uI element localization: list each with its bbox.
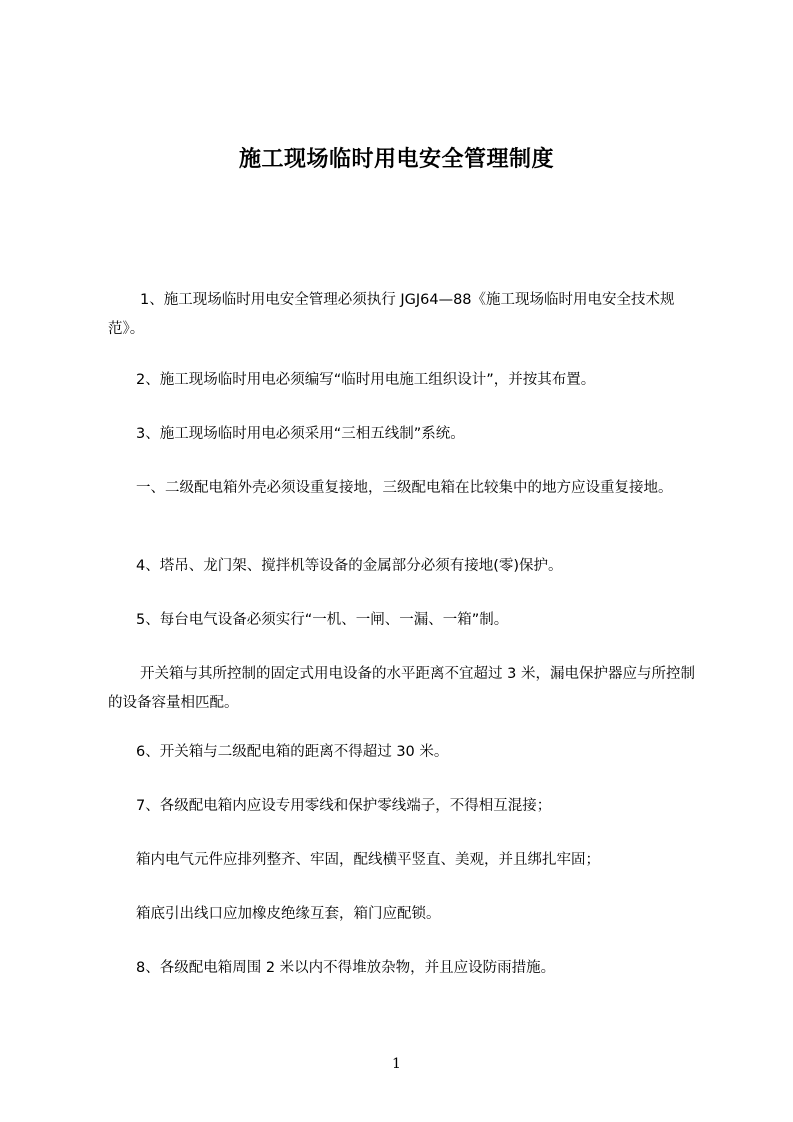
paragraph-4: 一、二级配电箱外壳必须设重复接地，三级配电箱在比较集中的地方应设重复接地。: [136, 480, 673, 496]
paragraph-10: 箱内电气元件应排列整齐、牢固，配线横平竖直、美观，并且绑扎牢固；: [136, 852, 600, 868]
paragraph-2: 2、施工现场临时用电必须编写“临时用电施工组织设计”，并按其布置。: [136, 372, 596, 388]
paragraph-6: 5、每台电气设备必须实行“一机、一闸、一漏、一箱”制。: [136, 612, 509, 628]
paragraph-3: 3、施工现场临时用电必须采用“三相五线制”系统。: [136, 426, 465, 442]
paragraph-12: 8、各级配电箱周围 2 米以内不得堆放杂物，并且应设防雨措施。: [136, 960, 556, 976]
paragraph-8: 6、开关箱与二级配电箱的距离不得超过 30 米。: [136, 744, 449, 760]
paragraph-11: 箱底引出线口应加橡皮绝缘互套，箱门应配锁。: [136, 906, 441, 922]
page-number: 1: [392, 1056, 401, 1072]
paragraph-5: 4、塔吊、龙门架、搅拌机等设备的金属部分必须有接地(零)保护。: [136, 558, 563, 574]
paragraph-1: 1、施工现场临时用电安全管理必须执行 JGJ64—88《施工现场临时用电安全技术规范》。: [108, 292, 675, 337]
paragraph-9: 7、各级配电箱内应设专用零线和保护零线端子，不得相互混接；: [136, 798, 552, 814]
document-title: 施工现场临时用电安全管理制度: [238, 147, 554, 172]
paragraph-7: 开关箱与其所控制的固定式用电设备的水平距离不宜超过 3 米，漏电保护器应与所控制的设备容量相匹配。: [108, 666, 695, 711]
